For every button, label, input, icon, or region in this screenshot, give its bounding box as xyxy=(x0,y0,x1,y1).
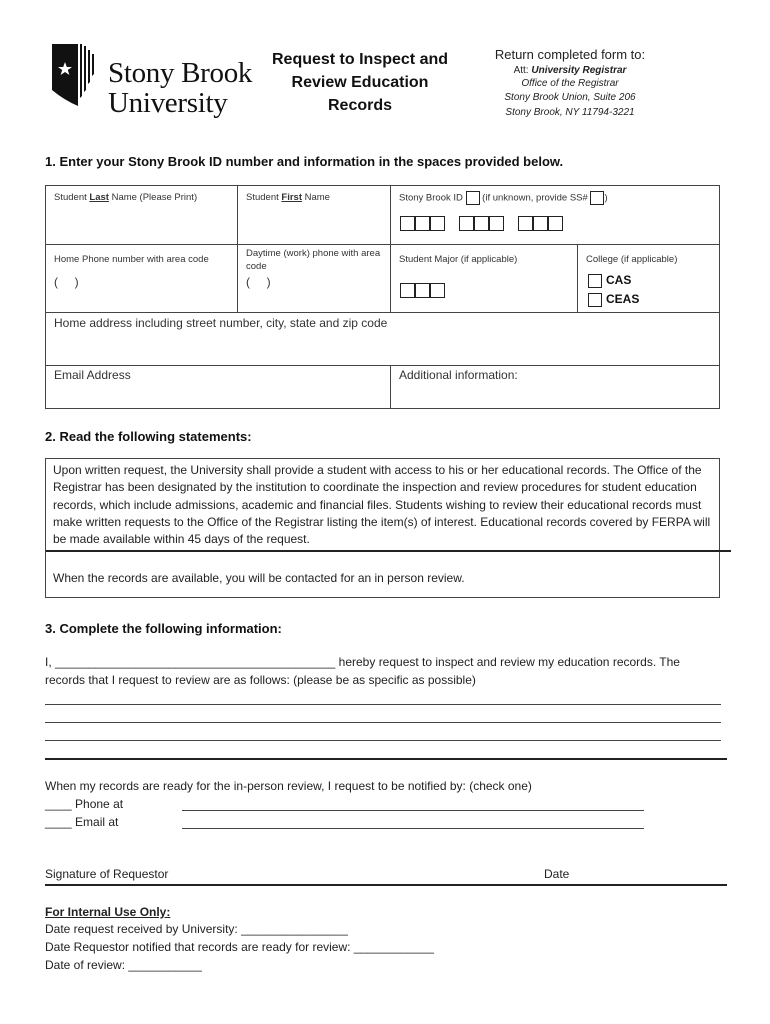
major-label: Student Major (if applicable) xyxy=(399,254,518,265)
day-phone-label: Daytime (work) phone with area code xyxy=(246,248,381,272)
cas-checkbox[interactable] xyxy=(588,274,602,288)
home-address-cell[interactable] xyxy=(45,312,720,366)
university-shield-logo xyxy=(52,44,98,106)
day-phone-paren: ( ) xyxy=(246,275,271,289)
date-received-line: Date request received by University: ________________ xyxy=(45,922,348,936)
ferpa-statement: Upon written request, the University shall provide a student with access to his or her educational records. The Office of the Registrar has been designated by the institution to coordinate the inspection and review procedures for student education records, which include admissions, academic and financial files. Students wishing to review their educational records must make written requests to the Office of the Registrar listing the item(s) of interest. Educational records covered by FERPA will be made available within 45 days of the request. xyxy=(53,463,711,547)
title-line-3: Records xyxy=(327,97,393,114)
date-of-review-line: Date of review: ___________ xyxy=(45,958,202,972)
ssn-checkbox-2[interactable] xyxy=(590,191,604,205)
stony-brook-id-cell xyxy=(390,185,720,245)
last-name-label: Student Last Name (Please Print) xyxy=(54,192,198,203)
records-instruction: records that I request to review are as follows: (please be as specific as possible) xyxy=(45,673,476,687)
id-digit-boxes[interactable] xyxy=(400,216,563,236)
attention-line xyxy=(470,64,670,77)
additional-info-label: Additional information: xyxy=(399,368,518,382)
email-cell[interactable] xyxy=(45,365,391,409)
university-name xyxy=(108,58,252,118)
return-heading: Return completed form to: xyxy=(494,47,646,62)
first-name-label: Student First Name xyxy=(246,192,330,203)
ssn-checkbox[interactable] xyxy=(466,191,480,205)
college-option-ceas[interactable]: CEAS xyxy=(588,292,639,307)
statements-box xyxy=(45,458,720,598)
form-title xyxy=(270,48,450,117)
request-line: I, __________________________________________ hereby request to inspect and review my education records. The xyxy=(45,655,680,669)
signature-label: Signature of Requestor xyxy=(45,867,169,881)
first-name-cell[interactable] xyxy=(237,185,391,245)
email-label: Email Address xyxy=(54,368,131,382)
title-line-1: Request to Inspect and xyxy=(271,51,449,68)
college-label: College (if applicable) xyxy=(586,254,678,265)
day-phone-cell[interactable] xyxy=(237,244,391,313)
logo-line-2: University xyxy=(108,87,228,119)
email-option[interactable]: ____ Email at xyxy=(45,815,119,829)
office-line: Office of the Registrar xyxy=(521,78,619,89)
last-name-cell[interactable] xyxy=(45,185,238,245)
phone-blank[interactable] xyxy=(182,810,644,811)
city-line: Stony Brook, NY 11794-3221 xyxy=(505,107,635,118)
ceas-checkbox[interactable] xyxy=(588,293,602,307)
notify-instruction: When my records are ready for the in-person review, I request to be notified by: (check one) xyxy=(45,779,532,793)
additional-info-cell[interactable] xyxy=(390,365,720,409)
home-address-label: Home address including street number, city, state and zip code xyxy=(54,316,388,330)
internal-use-heading: For Internal Use Only: xyxy=(45,905,171,919)
id-label: Stony Brook ID (if unknown, provide SS# ) xyxy=(399,192,608,204)
signature-line[interactable] xyxy=(45,884,727,886)
date-notified-line: Date Requestor notified that records are ready for review: ____________ xyxy=(45,940,434,954)
logo-line-1: Stony Brook xyxy=(108,57,253,89)
home-phone-paren: ( ) xyxy=(54,275,79,289)
title-line-2: Review Education xyxy=(291,74,429,91)
section-3-heading: 3. Complete the following information: xyxy=(45,621,282,636)
date-label: Date xyxy=(544,867,570,881)
return-address xyxy=(470,47,670,119)
home-phone-cell[interactable] xyxy=(45,244,238,313)
phone-option[interactable]: ____ Phone at xyxy=(45,797,124,811)
section-1-heading: 1. Enter your Stony Brook ID number and information in the spaces provided below. xyxy=(45,154,564,169)
email-blank[interactable] xyxy=(182,828,644,829)
college-cell xyxy=(577,244,720,313)
street-line: Stony Brook Union, Suite 206 xyxy=(504,92,636,103)
contact-statement: When the records are available, you will be contacted for an in person review. xyxy=(53,571,465,585)
home-phone-label: Home Phone number with area code xyxy=(54,254,209,265)
major-code-boxes[interactable] xyxy=(400,283,445,303)
att-name: University Registrar xyxy=(531,65,627,76)
major-cell[interactable] xyxy=(390,244,578,313)
section-2-heading: 2. Read the following statements: xyxy=(45,429,252,444)
college-option-cas[interactable]: CAS xyxy=(588,273,631,288)
att-prefix: Att: xyxy=(513,65,532,76)
requestor-name-blank[interactable]: __________________________________________ xyxy=(55,655,336,669)
